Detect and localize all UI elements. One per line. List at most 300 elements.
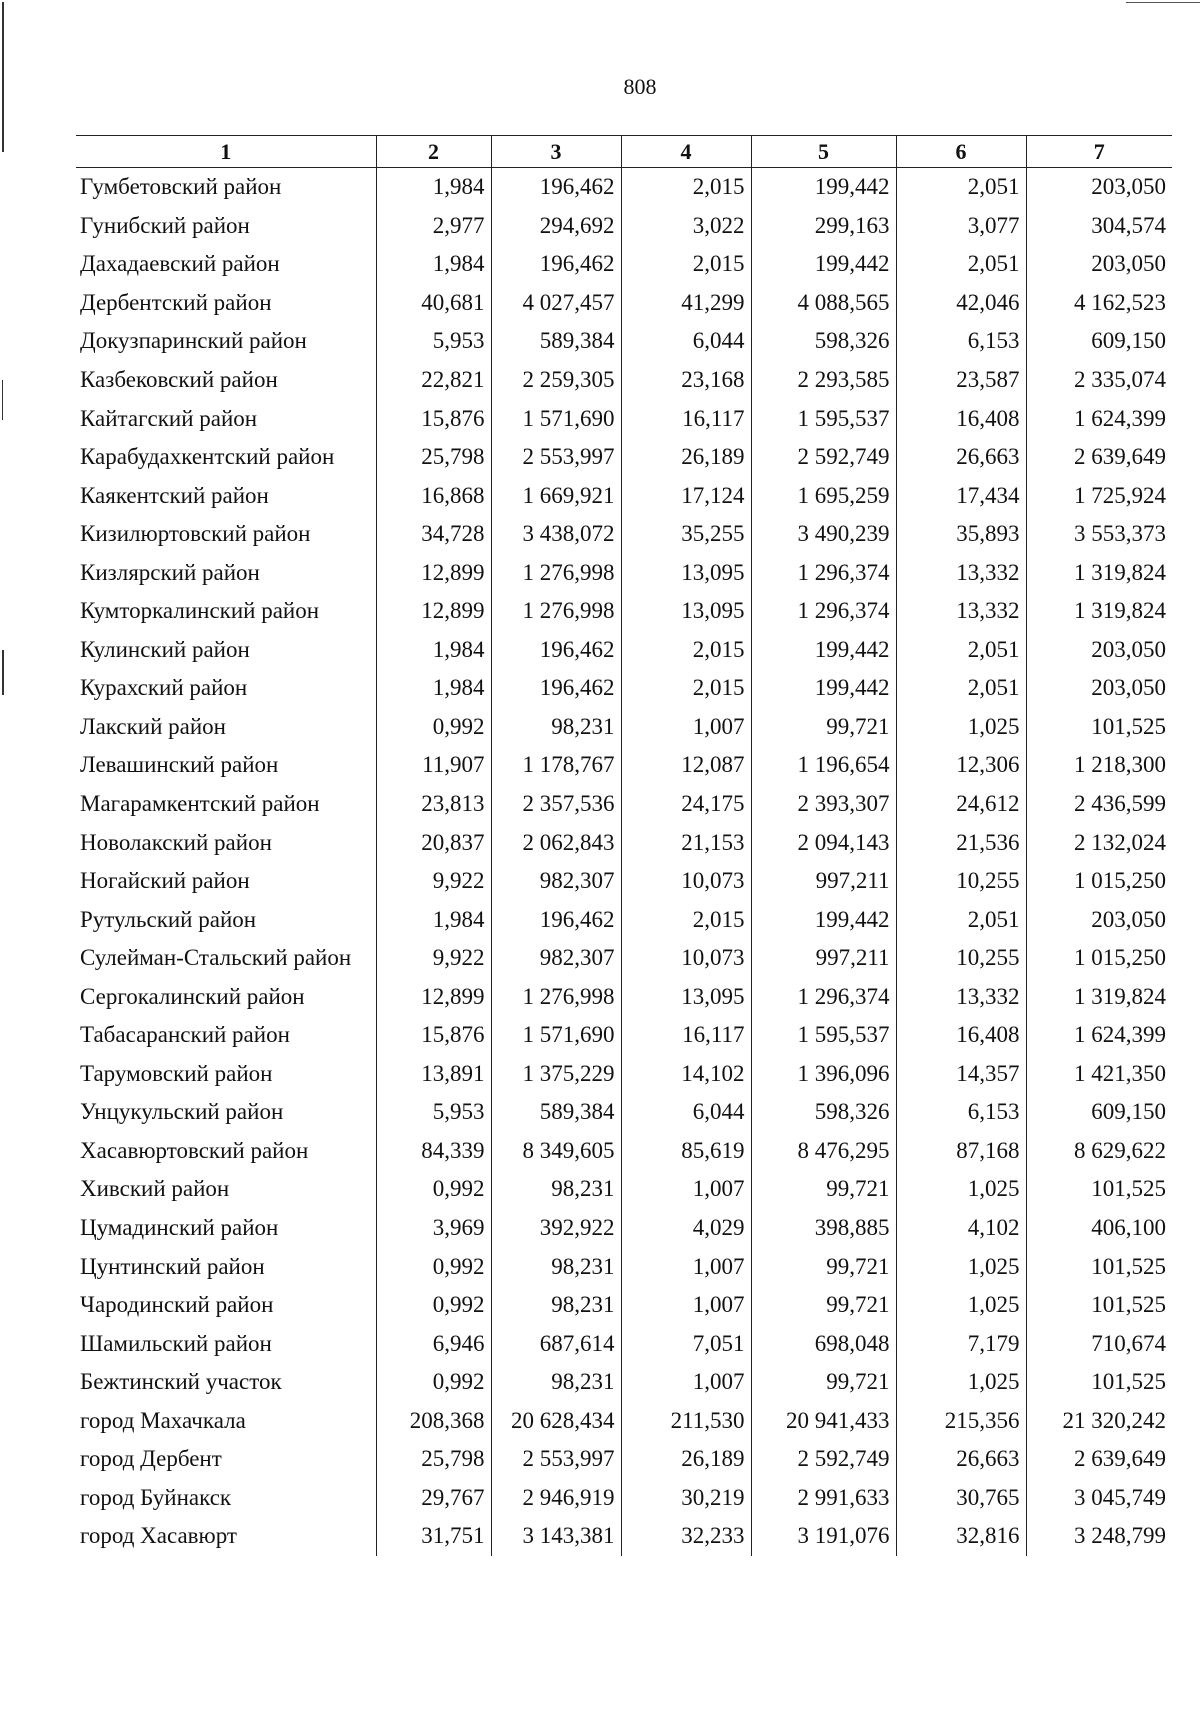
district-name-cell: Казбековский район bbox=[80, 367, 278, 392]
value-cell: 609,150 bbox=[1026, 1093, 1172, 1132]
value-cell: 2 946,919 bbox=[491, 1479, 621, 1518]
value-cell: 16,408 bbox=[896, 1016, 1026, 1055]
district-name-cell: город Дербент bbox=[80, 1446, 222, 1472]
district-name-cell: Сергокалинский район bbox=[80, 983, 305, 1009]
district-name-cell: Новолакский район bbox=[80, 829, 272, 855]
district-name-cell: Докузпаринский район bbox=[80, 328, 307, 354]
value-cell: 0,992 bbox=[376, 1170, 491, 1209]
value-cell: 17,434 bbox=[896, 476, 1026, 515]
table-row bbox=[76, 1247, 1172, 1286]
value-cell: 1 296,374 bbox=[751, 592, 896, 631]
value-cell: 2,015 bbox=[621, 631, 751, 670]
value-cell: 4,102 bbox=[896, 1209, 1026, 1248]
value-cell: 2,015 bbox=[621, 669, 751, 708]
value-cell: 1,007 bbox=[621, 1247, 751, 1286]
value-cell: 42,046 bbox=[896, 284, 1026, 323]
table-row bbox=[76, 245, 1172, 284]
value-cell: 5,953 bbox=[376, 322, 491, 361]
district-name-cell: Кизлярский район bbox=[80, 559, 260, 585]
page-edge-mark bbox=[2, 380, 3, 420]
value-cell: 34,728 bbox=[376, 515, 491, 554]
value-cell: 3,969 bbox=[376, 1209, 491, 1248]
value-cell: 99,721 bbox=[751, 1170, 896, 1209]
value-cell: 1 015,250 bbox=[1026, 862, 1172, 901]
table-row bbox=[76, 1402, 1172, 1441]
value-cell: 2 592,749 bbox=[751, 1440, 896, 1479]
value-cell: 9,922 bbox=[376, 862, 491, 901]
value-cell: 31,751 bbox=[376, 1517, 491, 1556]
value-cell: 35,255 bbox=[621, 515, 751, 554]
value-cell: 3 143,381 bbox=[491, 1517, 621, 1556]
district-name-cell: город Буйнакск bbox=[80, 1484, 232, 1510]
value-cell: 10,073 bbox=[621, 939, 751, 978]
table-row bbox=[76, 631, 1172, 670]
value-cell: 2,977 bbox=[376, 207, 491, 246]
value-cell: 2 132,024 bbox=[1026, 823, 1172, 862]
page-edge-mark bbox=[2, 650, 4, 695]
value-cell: 1 196,654 bbox=[751, 746, 896, 785]
value-cell: 294,692 bbox=[491, 207, 621, 246]
table-row bbox=[76, 1016, 1172, 1055]
value-cell: 199,442 bbox=[751, 168, 896, 207]
table-row bbox=[76, 476, 1172, 515]
table-row bbox=[76, 823, 1172, 862]
table-row bbox=[76, 862, 1172, 901]
value-cell: 3 191,076 bbox=[751, 1517, 896, 1556]
value-cell: 215,356 bbox=[896, 1402, 1026, 1441]
value-cell: 3,022 bbox=[621, 207, 751, 246]
district-name-cell: Хивский район bbox=[80, 1176, 230, 1202]
value-cell: 2 639,649 bbox=[1026, 438, 1172, 477]
table-row bbox=[76, 1093, 1172, 1132]
table-header-row bbox=[76, 136, 1172, 168]
value-cell: 1,984 bbox=[376, 669, 491, 708]
value-cell: 2 259,305 bbox=[491, 361, 621, 400]
value-cell: 0,992 bbox=[376, 1363, 491, 1402]
value-cell: 10,255 bbox=[896, 939, 1026, 978]
district-name-cell: Лакский район bbox=[80, 713, 226, 739]
value-cell: 203,050 bbox=[1026, 669, 1172, 708]
value-cell: 196,462 bbox=[491, 168, 621, 207]
value-cell: 2 393,307 bbox=[751, 785, 896, 824]
value-cell: 26,663 bbox=[896, 438, 1026, 477]
value-cell: 24,612 bbox=[896, 785, 1026, 824]
value-cell: 1,025 bbox=[896, 1286, 1026, 1325]
value-cell: 1,007 bbox=[621, 1170, 751, 1209]
district-name-cell: Гунибский район bbox=[80, 212, 250, 238]
column-header: 4 bbox=[621, 136, 751, 168]
value-cell: 15,876 bbox=[376, 1016, 491, 1055]
district-name-cell: Магарамкентский район bbox=[80, 791, 320, 817]
value-cell: 589,384 bbox=[491, 322, 621, 361]
table-row bbox=[76, 207, 1172, 246]
value-cell: 16,408 bbox=[896, 399, 1026, 438]
value-cell: 1,984 bbox=[376, 900, 491, 939]
value-cell: 4 162,523 bbox=[1026, 284, 1172, 323]
value-cell: 101,525 bbox=[1026, 1247, 1172, 1286]
value-cell: 21,153 bbox=[621, 823, 751, 862]
value-cell: 13,095 bbox=[621, 977, 751, 1016]
value-cell: 1 276,998 bbox=[491, 977, 621, 1016]
value-cell: 98,231 bbox=[491, 1247, 621, 1286]
table-row bbox=[76, 708, 1172, 747]
value-cell: 1,007 bbox=[621, 708, 751, 747]
value-cell: 22,821 bbox=[376, 361, 491, 400]
value-cell: 196,462 bbox=[491, 245, 621, 284]
value-cell: 982,307 bbox=[491, 862, 621, 901]
district-name-cell: Шамильский район bbox=[80, 1330, 272, 1356]
district-name-cell: Табасаранский район bbox=[80, 1022, 290, 1048]
value-cell: 32,233 bbox=[621, 1517, 751, 1556]
value-cell: 1 218,300 bbox=[1026, 746, 1172, 785]
value-cell: 1 595,537 bbox=[751, 399, 896, 438]
table-row bbox=[76, 900, 1172, 939]
value-cell: 85,619 bbox=[621, 1132, 751, 1171]
value-cell: 997,211 bbox=[751, 939, 896, 978]
value-cell: 2 436,599 bbox=[1026, 785, 1172, 824]
value-cell: 9,922 bbox=[376, 939, 491, 978]
value-cell: 99,721 bbox=[751, 1363, 896, 1402]
table-row bbox=[76, 592, 1172, 631]
value-cell: 10,073 bbox=[621, 862, 751, 901]
value-cell: 30,219 bbox=[621, 1479, 751, 1518]
value-cell: 203,050 bbox=[1026, 900, 1172, 939]
value-cell: 13,332 bbox=[896, 592, 1026, 631]
value-cell: 20 628,434 bbox=[491, 1402, 621, 1441]
district-name-cell: Кизилюртовский район bbox=[80, 521, 311, 547]
value-cell: 2,051 bbox=[896, 168, 1026, 207]
value-cell: 199,442 bbox=[751, 900, 896, 939]
district-name-cell: Бежтинский участок bbox=[80, 1369, 282, 1395]
district-name-cell: Кумторкалинский район bbox=[80, 598, 320, 624]
value-cell: 8 476,295 bbox=[751, 1132, 896, 1171]
value-cell: 1,007 bbox=[621, 1363, 751, 1402]
value-cell: 3 045,749 bbox=[1026, 1479, 1172, 1518]
value-cell: 208,368 bbox=[376, 1402, 491, 1441]
value-cell: 203,050 bbox=[1026, 245, 1172, 284]
value-cell: 87,168 bbox=[896, 1132, 1026, 1171]
value-cell: 23,813 bbox=[376, 785, 491, 824]
table-row bbox=[76, 553, 1172, 592]
value-cell: 12,899 bbox=[376, 592, 491, 631]
value-cell: 1 695,259 bbox=[751, 476, 896, 515]
value-cell: 2,015 bbox=[621, 245, 751, 284]
page-number: 808 bbox=[623, 74, 657, 99]
value-cell: 1 276,998 bbox=[491, 592, 621, 631]
value-cell: 392,922 bbox=[491, 1209, 621, 1248]
value-cell: 6,946 bbox=[376, 1324, 491, 1363]
table-row bbox=[76, 1286, 1172, 1325]
value-cell: 26,663 bbox=[896, 1440, 1026, 1479]
value-cell: 1 276,998 bbox=[491, 553, 621, 592]
district-name-cell: Курахский район bbox=[80, 675, 248, 701]
value-cell: 196,462 bbox=[491, 669, 621, 708]
value-cell: 21,536 bbox=[896, 823, 1026, 862]
value-cell: 1 296,374 bbox=[751, 977, 896, 1016]
value-cell: 1 319,824 bbox=[1026, 592, 1172, 631]
value-cell: 1 595,537 bbox=[751, 1016, 896, 1055]
value-cell: 2 293,585 bbox=[751, 361, 896, 400]
value-cell: 2 335,074 bbox=[1026, 361, 1172, 400]
value-cell: 8 629,622 bbox=[1026, 1132, 1172, 1171]
value-cell: 101,525 bbox=[1026, 708, 1172, 747]
value-cell: 2,051 bbox=[896, 669, 1026, 708]
value-cell: 1,025 bbox=[896, 1170, 1026, 1209]
value-cell: 2,051 bbox=[896, 631, 1026, 670]
value-cell: 25,798 bbox=[376, 438, 491, 477]
value-cell: 0,992 bbox=[376, 708, 491, 747]
value-cell: 2,015 bbox=[621, 168, 751, 207]
value-cell: 99,721 bbox=[751, 1286, 896, 1325]
value-cell: 1 375,229 bbox=[491, 1055, 621, 1094]
value-cell: 99,721 bbox=[751, 1247, 896, 1286]
value-cell: 406,100 bbox=[1026, 1209, 1172, 1248]
value-cell: 199,442 bbox=[751, 631, 896, 670]
value-cell: 1 396,096 bbox=[751, 1055, 896, 1094]
district-name-cell: Левашинский район bbox=[80, 752, 279, 778]
district-name-cell: Цумадинский район bbox=[80, 1215, 279, 1241]
value-cell: 3 490,239 bbox=[751, 515, 896, 554]
column-header: 6 bbox=[896, 136, 1026, 168]
table-row bbox=[76, 1209, 1172, 1248]
value-cell: 609,150 bbox=[1026, 322, 1172, 361]
value-cell: 12,899 bbox=[376, 553, 491, 592]
table-row bbox=[76, 1440, 1172, 1479]
value-cell: 11,907 bbox=[376, 746, 491, 785]
value-cell: 2 357,536 bbox=[491, 785, 621, 824]
value-cell: 16,117 bbox=[621, 1016, 751, 1055]
district-name-cell: Цунтинский район bbox=[80, 1253, 265, 1279]
value-cell: 13,332 bbox=[896, 977, 1026, 1016]
district-name-cell: Дербентский район bbox=[80, 289, 272, 315]
district-name-cell: Кулинский район bbox=[80, 636, 250, 662]
district-name-cell: город Махачкала bbox=[80, 1407, 246, 1433]
value-cell: 13,891 bbox=[376, 1055, 491, 1094]
value-cell: 0,992 bbox=[376, 1247, 491, 1286]
value-cell: 4 027,457 bbox=[491, 284, 621, 323]
table-row bbox=[76, 515, 1172, 554]
table-body bbox=[76, 168, 1172, 1556]
value-cell: 0,992 bbox=[376, 1286, 491, 1325]
data-table bbox=[76, 135, 1172, 1556]
value-cell: 13,095 bbox=[621, 553, 751, 592]
value-cell: 2,051 bbox=[896, 245, 1026, 284]
value-cell: 99,721 bbox=[751, 708, 896, 747]
district-name-cell: Чародинский район bbox=[80, 1292, 274, 1318]
value-cell: 1 421,350 bbox=[1026, 1055, 1172, 1094]
value-cell: 4 088,565 bbox=[751, 284, 896, 323]
table-row bbox=[76, 1479, 1172, 1518]
value-cell: 26,189 bbox=[621, 1440, 751, 1479]
value-cell: 101,525 bbox=[1026, 1170, 1172, 1209]
district-name-cell: Кайтагский район bbox=[80, 405, 258, 431]
value-cell: 1,984 bbox=[376, 168, 491, 207]
value-cell: 2 592,749 bbox=[751, 438, 896, 477]
value-cell: 1 319,824 bbox=[1026, 977, 1172, 1016]
value-cell: 203,050 bbox=[1026, 631, 1172, 670]
value-cell: 84,339 bbox=[376, 1132, 491, 1171]
table-row bbox=[76, 168, 1172, 207]
value-cell: 199,442 bbox=[751, 669, 896, 708]
value-cell: 1 624,399 bbox=[1026, 1016, 1172, 1055]
value-cell: 997,211 bbox=[751, 862, 896, 901]
district-name-cell: Гумбетовский район bbox=[80, 174, 282, 200]
value-cell: 30,765 bbox=[896, 1479, 1026, 1518]
value-cell: 1 624,399 bbox=[1026, 399, 1172, 438]
table-row bbox=[76, 1363, 1172, 1402]
value-cell: 101,525 bbox=[1026, 1286, 1172, 1325]
table-row bbox=[76, 438, 1172, 477]
district-name-cell: Тарумовский район bbox=[80, 1060, 273, 1086]
district-name-cell: Дахадаевский район bbox=[80, 251, 280, 277]
value-cell: 7,179 bbox=[896, 1324, 1026, 1363]
value-cell: 304,574 bbox=[1026, 207, 1172, 246]
value-cell: 41,299 bbox=[621, 284, 751, 323]
value-cell: 16,117 bbox=[621, 399, 751, 438]
district-name-cell: Рутульский район bbox=[80, 906, 257, 932]
value-cell: 1,007 bbox=[621, 1286, 751, 1325]
value-cell: 589,384 bbox=[491, 1093, 621, 1132]
value-cell: 13,095 bbox=[621, 592, 751, 631]
table-row bbox=[76, 322, 1172, 361]
district-name-cell: Сулейман-Стальский район bbox=[80, 945, 352, 971]
value-cell: 25,798 bbox=[376, 1440, 491, 1479]
data-table-container bbox=[76, 135, 1172, 1556]
value-cell: 2 553,997 bbox=[491, 438, 621, 477]
value-cell: 1 571,690 bbox=[491, 1016, 621, 1055]
value-cell: 98,231 bbox=[491, 1286, 621, 1325]
value-cell: 5,953 bbox=[376, 1093, 491, 1132]
value-cell: 398,885 bbox=[751, 1209, 896, 1248]
table-row bbox=[76, 939, 1172, 978]
value-cell: 2 062,843 bbox=[491, 823, 621, 862]
table-row bbox=[76, 669, 1172, 708]
value-cell: 29,767 bbox=[376, 1479, 491, 1518]
value-cell: 3 438,072 bbox=[491, 515, 621, 554]
value-cell: 7,051 bbox=[621, 1324, 751, 1363]
value-cell: 20,837 bbox=[376, 823, 491, 862]
value-cell: 3 248,799 bbox=[1026, 1517, 1172, 1556]
value-cell: 203,050 bbox=[1026, 168, 1172, 207]
value-cell: 26,189 bbox=[621, 438, 751, 477]
district-name-cell: Карабудахкентский район bbox=[80, 444, 335, 470]
value-cell: 98,231 bbox=[491, 1363, 621, 1402]
value-cell: 598,326 bbox=[751, 322, 896, 361]
top-rule bbox=[1126, 2, 1200, 3]
value-cell: 1,025 bbox=[896, 1363, 1026, 1402]
column-header: 7 bbox=[1026, 136, 1172, 168]
value-cell: 2 991,633 bbox=[751, 1479, 896, 1518]
value-cell: 299,163 bbox=[751, 207, 896, 246]
table-row bbox=[76, 785, 1172, 824]
value-cell: 13,332 bbox=[896, 553, 1026, 592]
value-cell: 196,462 bbox=[491, 900, 621, 939]
column-header: 2 bbox=[376, 136, 491, 168]
value-cell: 1 319,824 bbox=[1026, 553, 1172, 592]
value-cell: 12,087 bbox=[621, 746, 751, 785]
value-cell: 1,984 bbox=[376, 245, 491, 284]
value-cell: 1 296,374 bbox=[751, 553, 896, 592]
value-cell: 23,587 bbox=[896, 361, 1026, 400]
district-name-cell: Каякентский район bbox=[80, 482, 269, 508]
value-cell: 4,029 bbox=[621, 1209, 751, 1248]
value-cell: 2 553,997 bbox=[491, 1440, 621, 1479]
value-cell: 14,102 bbox=[621, 1055, 751, 1094]
value-cell: 2 094,143 bbox=[751, 823, 896, 862]
value-cell: 982,307 bbox=[491, 939, 621, 978]
value-cell: 6,044 bbox=[621, 1093, 751, 1132]
table-row bbox=[76, 1324, 1172, 1363]
value-cell: 15,876 bbox=[376, 399, 491, 438]
value-cell: 598,326 bbox=[751, 1093, 896, 1132]
district-name-cell: Ногайский район bbox=[80, 868, 250, 894]
table-row bbox=[76, 746, 1172, 785]
table-row bbox=[76, 1055, 1172, 1094]
value-cell: 35,893 bbox=[896, 515, 1026, 554]
value-cell: 6,153 bbox=[896, 322, 1026, 361]
value-cell: 23,168 bbox=[621, 361, 751, 400]
value-cell: 12,899 bbox=[376, 977, 491, 1016]
value-cell: 8 349,605 bbox=[491, 1132, 621, 1171]
value-cell: 710,674 bbox=[1026, 1324, 1172, 1363]
value-cell: 101,525 bbox=[1026, 1363, 1172, 1402]
value-cell: 1,025 bbox=[896, 1247, 1026, 1286]
table-row bbox=[76, 1170, 1172, 1209]
table-row bbox=[76, 361, 1172, 400]
table-row bbox=[76, 977, 1172, 1016]
value-cell: 1 015,250 bbox=[1026, 939, 1172, 978]
value-cell: 3,077 bbox=[896, 207, 1026, 246]
value-cell: 1,984 bbox=[376, 631, 491, 670]
value-cell: 1 178,767 bbox=[491, 746, 621, 785]
value-cell: 12,306 bbox=[896, 746, 1026, 785]
value-cell: 14,357 bbox=[896, 1055, 1026, 1094]
value-cell: 211,530 bbox=[621, 1402, 751, 1441]
value-cell: 40,681 bbox=[376, 284, 491, 323]
value-cell: 98,231 bbox=[491, 708, 621, 747]
value-cell: 3 553,373 bbox=[1026, 515, 1172, 554]
value-cell: 17,124 bbox=[621, 476, 751, 515]
district-name-cell: Хасавюртовский район bbox=[80, 1137, 309, 1163]
table-row bbox=[76, 399, 1172, 438]
column-header: 1 bbox=[76, 136, 376, 168]
value-cell: 24,175 bbox=[621, 785, 751, 824]
value-cell: 698,048 bbox=[751, 1324, 896, 1363]
column-header: 3 bbox=[491, 136, 621, 168]
value-cell: 2,051 bbox=[896, 900, 1026, 939]
value-cell: 10,255 bbox=[896, 862, 1026, 901]
district-name-cell: город Хасавюрт bbox=[80, 1523, 237, 1549]
value-cell: 199,442 bbox=[751, 245, 896, 284]
column-header: 5 bbox=[751, 136, 896, 168]
value-cell: 2,015 bbox=[621, 900, 751, 939]
value-cell: 98,231 bbox=[491, 1170, 621, 1209]
value-cell: 2 639,649 bbox=[1026, 1440, 1172, 1479]
value-cell: 1,025 bbox=[896, 708, 1026, 747]
value-cell: 6,044 bbox=[621, 322, 751, 361]
value-cell: 1 571,690 bbox=[491, 399, 621, 438]
value-cell: 196,462 bbox=[491, 631, 621, 670]
value-cell: 32,816 bbox=[896, 1517, 1026, 1556]
value-cell: 16,868 bbox=[376, 476, 491, 515]
table-row bbox=[76, 284, 1172, 323]
value-cell: 687,614 bbox=[491, 1324, 621, 1363]
table-row bbox=[76, 1132, 1172, 1171]
value-cell: 20 941,433 bbox=[751, 1402, 896, 1441]
value-cell: 1 669,921 bbox=[491, 476, 621, 515]
value-cell: 6,153 bbox=[896, 1093, 1026, 1132]
value-cell: 21 320,242 bbox=[1026, 1402, 1172, 1441]
